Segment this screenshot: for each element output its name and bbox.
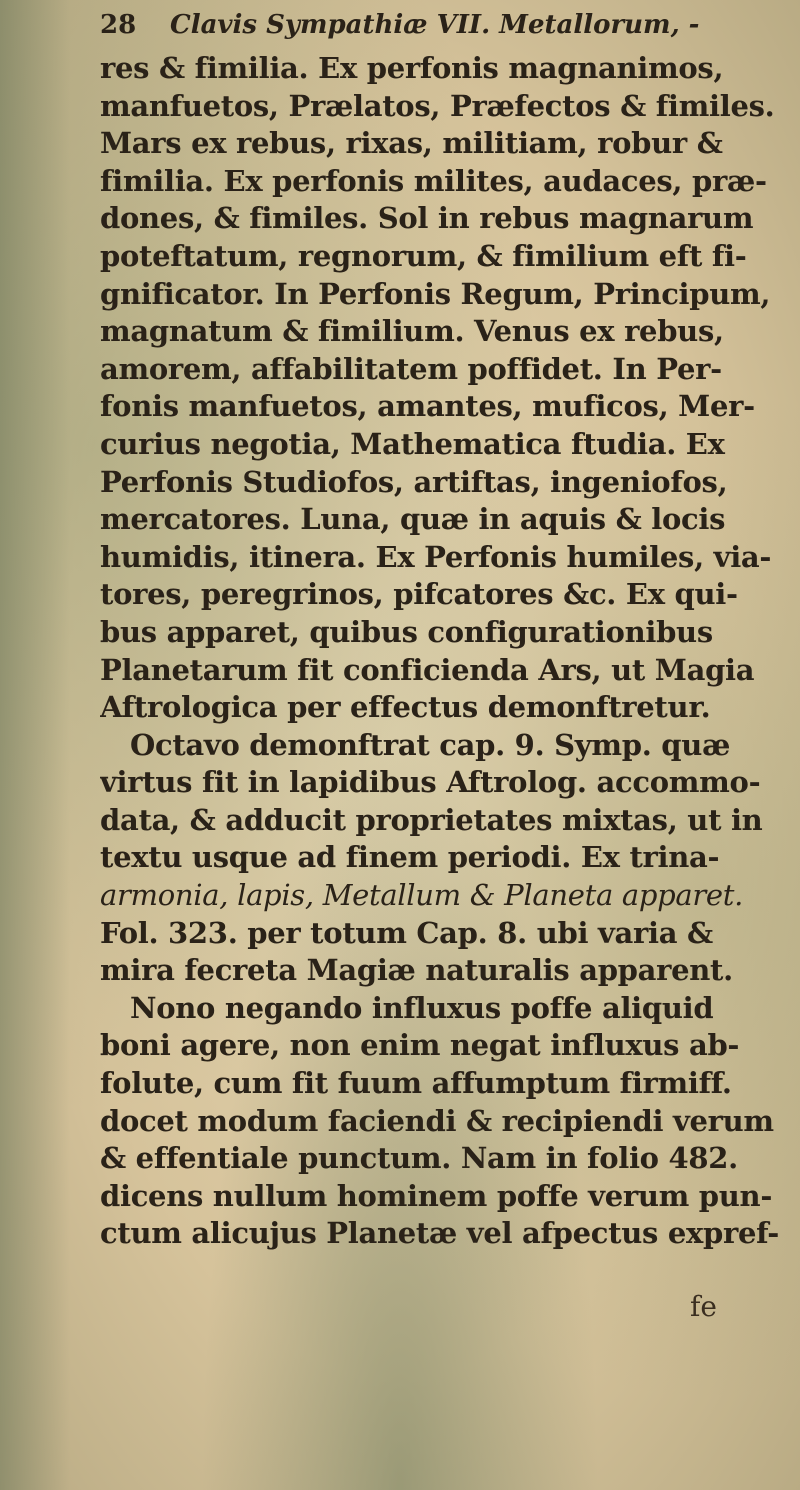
text-line: Aftrologica per effectus demonftretur. <box>100 690 711 725</box>
text-line: data, & adducit proprietates mixtas, ut in <box>100 802 763 837</box>
text-line: armonia, lapis, Metallum & Planeta apparet. <box>100 878 744 913</box>
text-line: boni agere, non enim negat influxus ab- <box>100 1028 740 1063</box>
text-line: tores, peregrinos, pifcatores &c. Ex qui- <box>100 577 738 612</box>
text-line: Perfonis Studiofos, artiftas, ingeniofos, <box>100 464 728 499</box>
text-line: textu usque ad finem periodi. Ex trina- <box>100 840 720 875</box>
running-title: Clavis Sympathiæ VII. Metallorum, - <box>170 10 700 40</box>
text-line: mercatores. Luna, quæ in aquis & locis <box>100 502 726 537</box>
text-line: folute, cum fit fuum affumptum firmiff. <box>100 1066 732 1101</box>
text-line: fimilia. Ex perfonis milites, audaces, præ- <box>100 163 767 198</box>
text-line: magnatum & fimilium. Venus ex rebus, <box>100 314 724 349</box>
text-line: amorem, affabilitatem poffidet. In Per- <box>100 351 722 386</box>
text-line: humidis, itinera. Ex Perfonis humiles, via- <box>100 539 772 574</box>
running-header <box>100 10 699 40</box>
text-line: ctum alicujus Planetæ vel afpectus expref- <box>100 1216 779 1251</box>
catchword: fe <box>690 1290 717 1323</box>
text-line: fonis manfuetos, amantes, muficos, Mer- <box>100 389 755 424</box>
text-line: & effentiale punctum. Nam in folio 482. <box>100 1141 738 1176</box>
text-line: dicens nullum hominem poffe verum pun- <box>100 1178 773 1213</box>
text-line: Mars ex rebus, rixas, militiam, robur & <box>100 126 723 161</box>
page-gutter-shadow <box>0 0 70 1490</box>
page-number: 28 <box>100 10 137 40</box>
text-line: res & fimilia. Ex perfonis magnanimos, <box>100 51 724 85</box>
text-line: manfuetos, Prælatos, Præfectos & fimiles. <box>100 88 775 123</box>
text-line: curius negotia, Mathematica ftudia. Ex <box>100 426 725 461</box>
text-line: Fol. 323. per totum Cap. 8. ubi varia & <box>100 915 713 950</box>
text-line: gnificator. In Perfonis Regum, Principum, <box>100 276 771 311</box>
body-text <box>100 50 790 1253</box>
text-line: Octavo demonftrat cap. 9. Symp. quæ <box>130 727 731 762</box>
text-line: virtus fit in lapidibus Aftrolog. accommo- <box>100 765 761 800</box>
text-line: docet modum faciendi & recipiendi verum <box>100 1103 774 1138</box>
text-line: bus apparet, quibus configurationibus <box>100 614 713 649</box>
text-line: mira fecreta Magiæ naturalis apparent. <box>100 953 733 988</box>
text-line: Planetarum fit conficienda Ars, ut Magia <box>100 652 755 687</box>
text-line: dones, & fimiles. Sol in rebus magnarum <box>100 201 754 236</box>
text-line: poteftatum, regnorum, & fimilium eft fi- <box>100 238 747 273</box>
text-line: Nono negando influxus poffe aliquid <box>130 990 714 1025</box>
